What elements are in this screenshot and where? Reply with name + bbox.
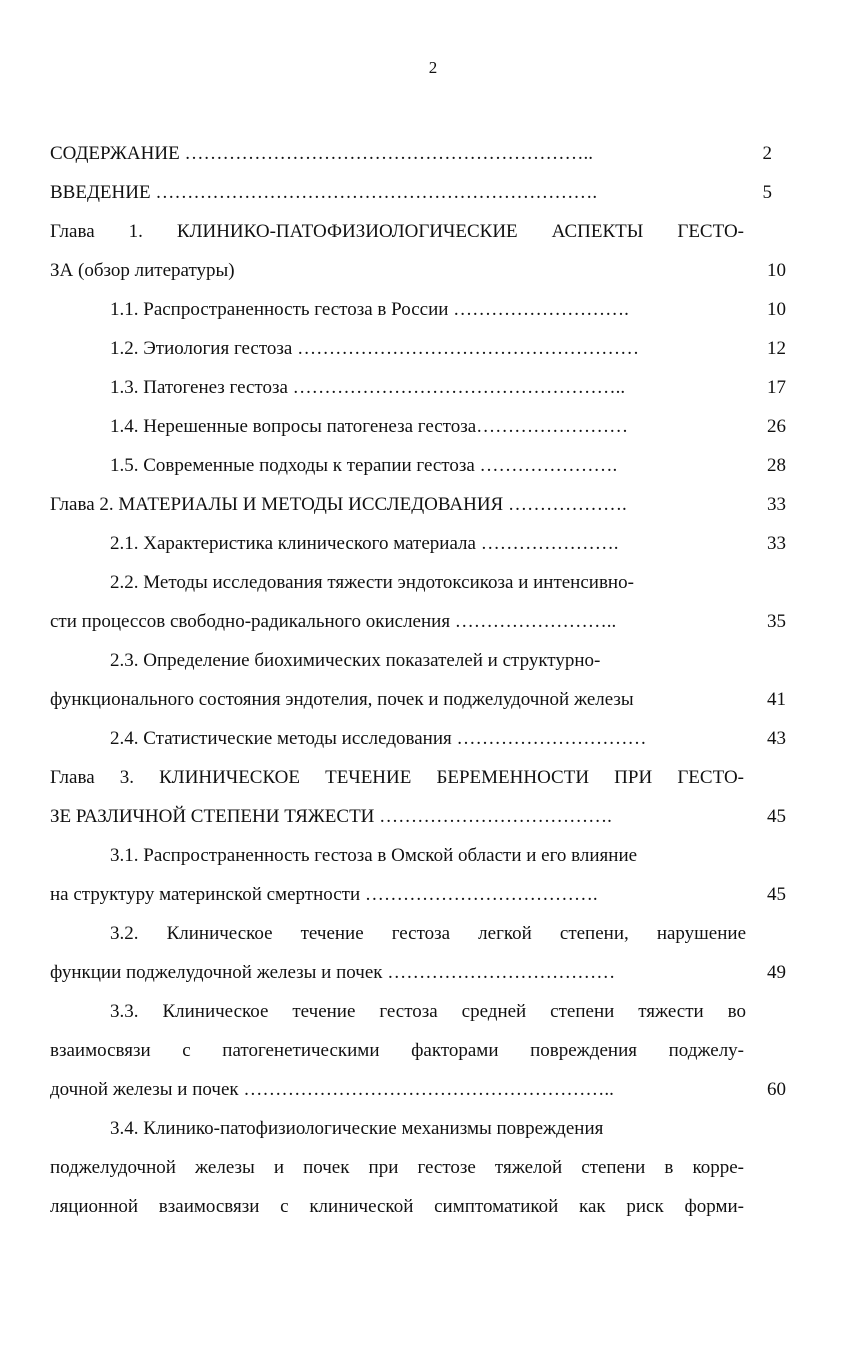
toc-entry-text: 1.4. Нерешенные вопросы патогенеза гестоза……………………	[110, 416, 629, 437]
toc-entry-text: Глава 3. КЛИНИЧЕСКОЕ ТЕЧЕНИЕ БЕРЕМЕННОСТИ ПРИ ГЕСТО-	[50, 767, 744, 788]
toc-entry-page: 26	[767, 416, 786, 437]
toc-entry-text: взаимосвязи с патогенетическими факторами повреждения поджелу-	[50, 1040, 744, 1061]
toc-entry	[0, 139, 866, 169]
toc-entry-text: 3.2. Клиническое течение гестоза легкой степени, нарушение	[110, 923, 746, 944]
toc-entry-text: дочной железы и почек …………………………………………………..	[50, 1079, 614, 1100]
toc-entry-text: 3.4. Клинико-патофизиологические механизмы повреждения	[110, 1118, 604, 1139]
toc-entry-page: 10	[767, 299, 786, 320]
toc-entry-text: функции поджелудочной железы и почек ………………………………	[50, 962, 616, 983]
toc-entry-text: СОДЕРЖАНИЕ ………………………………………………………..	[50, 143, 593, 164]
toc-entry-page: 45	[767, 884, 786, 905]
toc-entry	[0, 568, 866, 598]
toc-entry-text: 3.3. Клиническое течение гестоза средней степени тяжести во	[110, 1001, 746, 1022]
page-number: 2	[428, 58, 438, 77]
toc-entry	[0, 997, 866, 1027]
toc-entry-page: 33	[767, 533, 786, 554]
toc-entry-text: функционального состояния эндотелия, почек и поджелудочной железы	[50, 689, 634, 710]
toc-entry-text: 3.1. Распространенность гестоза в Омской области и его влияние	[110, 845, 638, 866]
toc-entry	[0, 919, 866, 949]
toc-entry	[0, 958, 866, 988]
toc-entry	[0, 1192, 866, 1222]
toc-entry	[0, 763, 866, 793]
toc-entry-text: поджелудочной железы и почек при гестозе тяжелой степени в корре-	[50, 1157, 744, 1178]
toc-entry-text: ляционной взаимосвязи с клинической симптоматикой как риск форми-	[50, 1196, 744, 1217]
toc-entry-page: 60	[767, 1079, 786, 1100]
toc-entry	[0, 451, 866, 481]
toc-entry-text: ВВЕДЕНИЕ …………………………………………………………….	[50, 182, 598, 203]
toc-entry-page: 33	[767, 494, 786, 515]
toc-entry	[0, 685, 866, 715]
toc-entry-text: ЗА (обзор литературы)	[50, 260, 235, 281]
toc-entry-text: 2.2. Методы исследования тяжести эндотоксикоза и интенсивно-	[110, 572, 634, 593]
toc-entry	[0, 256, 866, 286]
toc-entry	[0, 802, 866, 832]
toc-entry	[0, 841, 866, 871]
toc-entry	[0, 724, 866, 754]
toc-entry-page: 17	[767, 377, 786, 398]
toc-entry-page: 43	[767, 728, 786, 749]
toc-entry	[0, 412, 866, 442]
toc-entry-text: 1.2. Этиология гестоза ………………………………………………	[110, 338, 640, 359]
toc-entry	[0, 295, 866, 325]
toc-entry-page: 45	[767, 806, 786, 827]
toc-entry	[0, 607, 866, 637]
toc-entry-text: на структуру материнской смертности ……………………………….	[50, 884, 598, 905]
toc-entry	[0, 1036, 866, 1066]
toc-entry-text: Глава 1. КЛИНИКО-ПАТОФИЗИОЛОГИЧЕСКИЕ АСПЕКТЫ ГЕСТО-	[50, 221, 744, 242]
toc-entry-page: 5	[762, 182, 772, 203]
toc-entry	[0, 1114, 866, 1144]
toc-entry	[0, 217, 866, 247]
toc-entry	[0, 178, 866, 208]
toc-entry-page: 49	[767, 962, 786, 983]
toc-entry-page: 35	[767, 611, 786, 632]
toc-entry-page: 12	[767, 338, 786, 359]
toc-entry-text: 2.1. Характеристика клинического материала ………………….	[110, 533, 619, 554]
toc-entry	[0, 880, 866, 910]
toc-entry	[0, 1153, 866, 1183]
toc-entry-text: Глава 2. МАТЕРИАЛЫ И МЕТОДЫ ИССЛЕДОВАНИЯ ……………….	[50, 494, 627, 515]
toc-entry	[0, 1075, 866, 1105]
toc-entry-page: 2	[762, 143, 772, 164]
toc-entry-text: 2.3. Определение биохимических показателей и структурно-	[110, 650, 601, 671]
toc-entry-text: 1.1. Распространенность гестоза в России ……………………….	[110, 299, 629, 320]
toc-entry-text: сти процессов свободно-радикального окисления ……………………..	[50, 611, 617, 632]
toc-entry-text: ЗЕ РАЗЛИЧНОЙ СТЕПЕНИ ТЯЖЕСТИ ……………………………….	[50, 806, 612, 827]
toc-entry	[0, 373, 866, 403]
toc-entry	[0, 334, 866, 364]
toc-entry	[0, 646, 866, 676]
toc-entry-text: 1.5. Современные подходы к терапии гестоза ………………….	[110, 455, 618, 476]
toc-entry-page: 41	[767, 689, 786, 710]
toc-entry	[0, 490, 866, 520]
toc-entry-page: 28	[767, 455, 786, 476]
toc-entry	[0, 529, 866, 559]
toc-entry-page: 10	[767, 260, 786, 281]
toc-entry-text: 2.4. Статистические методы исследования …………………………	[110, 728, 647, 749]
toc-entry-text: 1.3. Патогенез гестоза ……………………………………………..	[110, 377, 626, 398]
